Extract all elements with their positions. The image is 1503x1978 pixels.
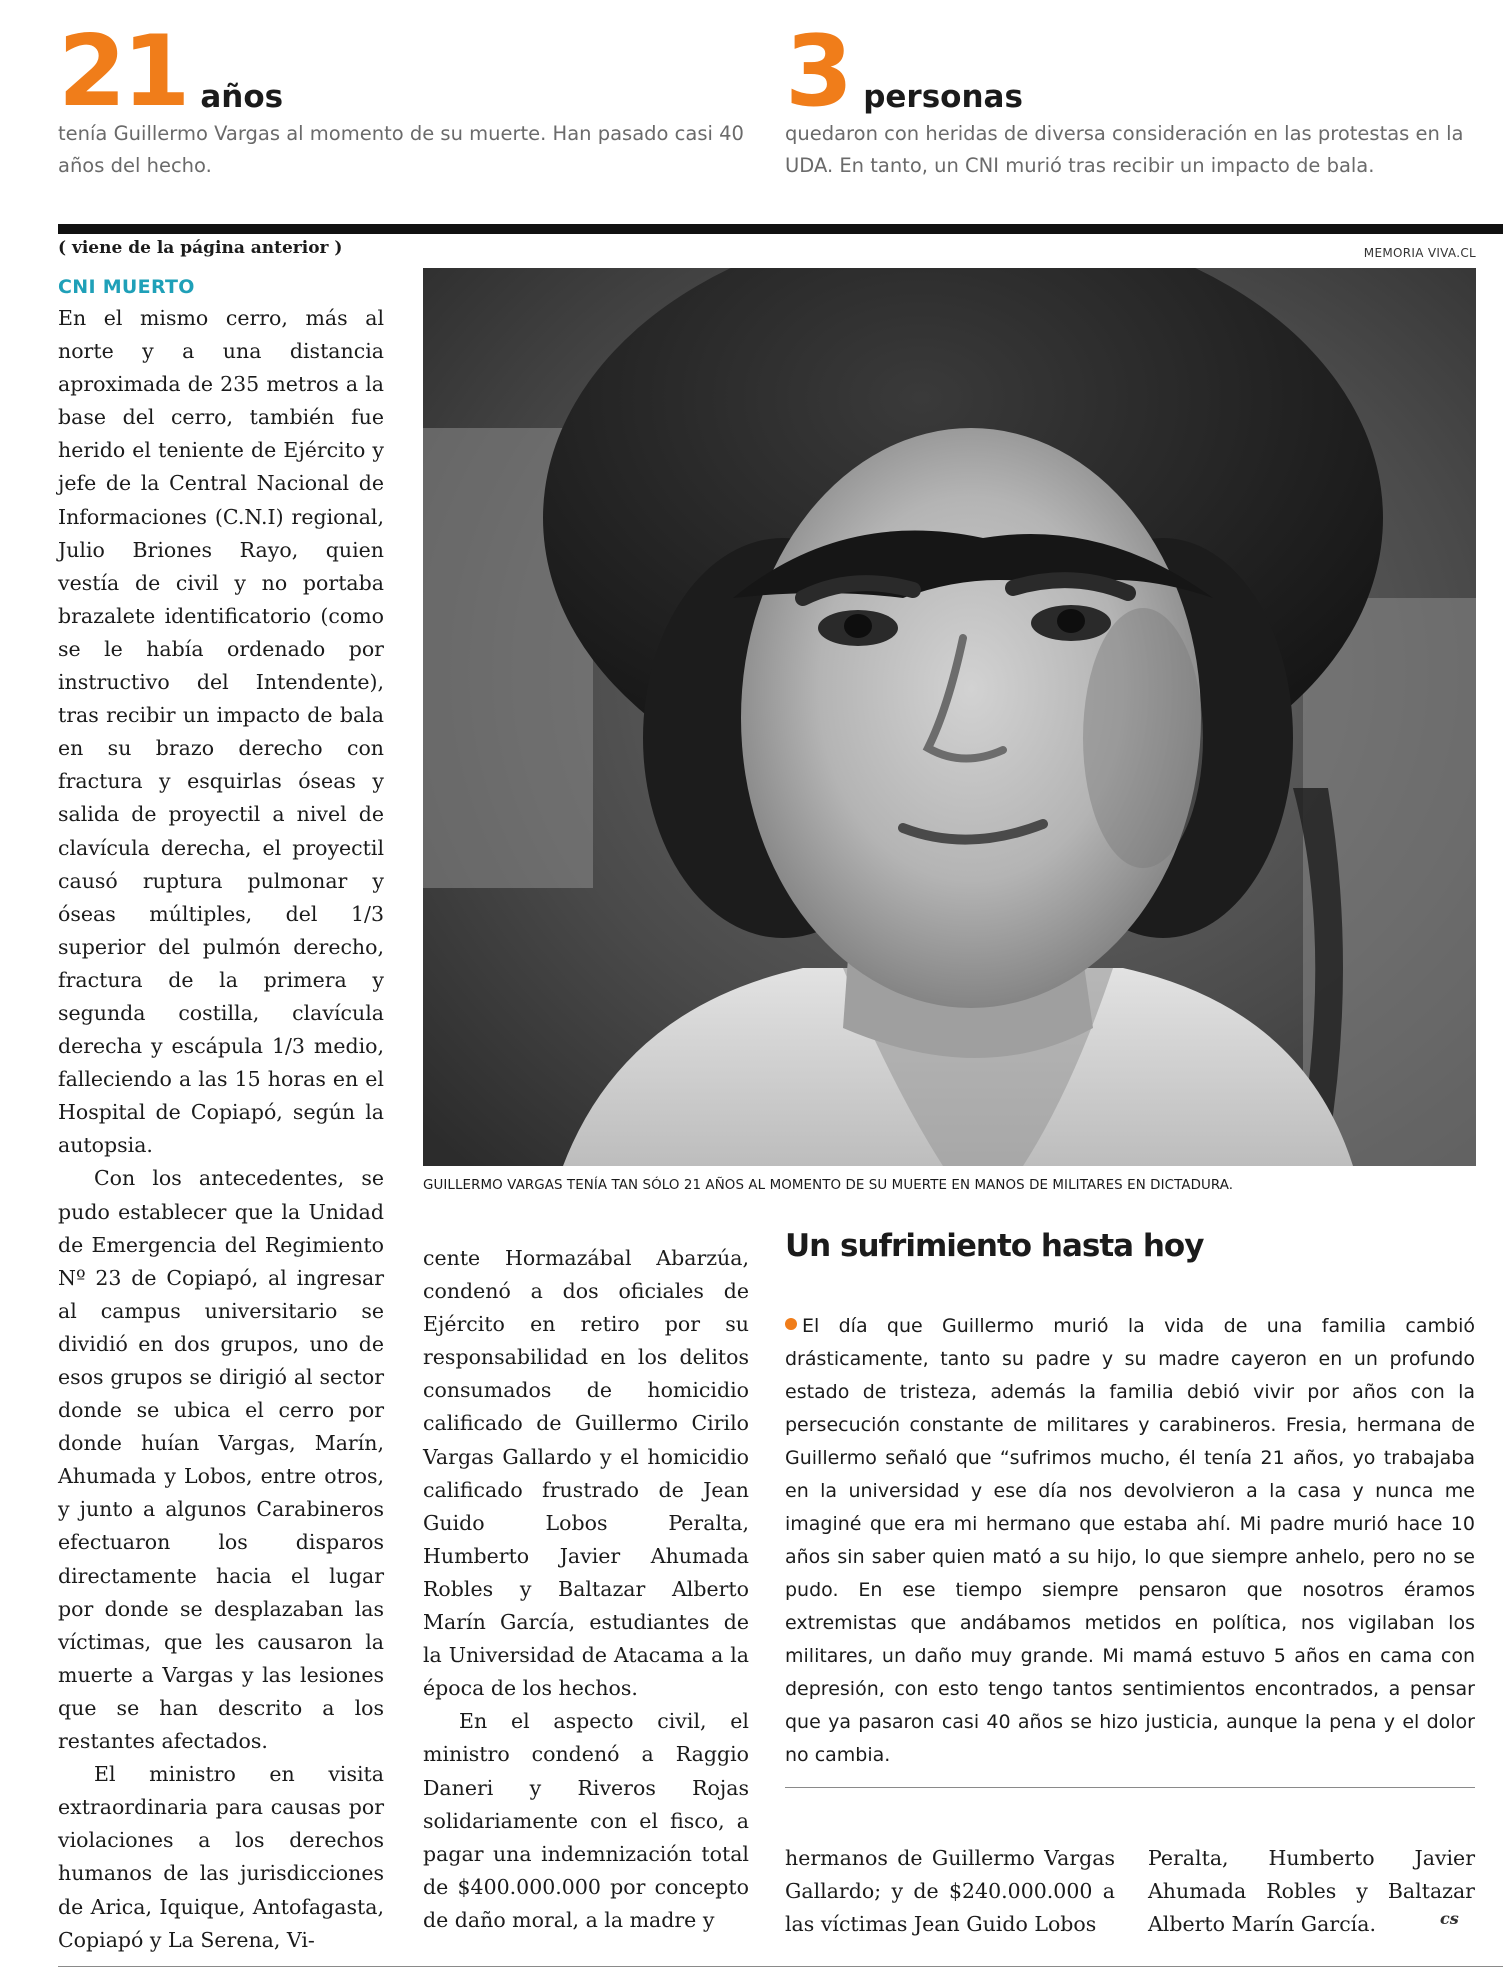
box-title: Un sufrimiento hasta hoy <box>785 1228 1204 1264</box>
article-column-4 <box>1148 1842 1475 1941</box>
article-column-1 <box>58 272 384 1957</box>
stat-people-head <box>785 15 1475 129</box>
article-paragraph: cente Hormazábal Abarzúa, condenó a dos oficiales de Ejército en retiro por su responsabilidad en los delitos consumados de homicidio calificado de Guillermo Cirilo Vargas Gallardo y el homicidio calificado frustrado de Jean Guido Lobos Peralta, Humberto Javier Ahumada Robles y Baltazar Alberto Marín García, estudiantes de la Universidad de Atacama a la época de los hechos. <box>423 1246 749 1701</box>
article-column-3 <box>785 1842 1115 1941</box>
article-paragraph: En el aspecto civil, el ministro condenó a Raggio Daneri y Riveros Rojas solidariamente con el fisco, a pagar una indemnización total de $400.000.000 por concepto de daño moral, a la madre y <box>423 1709 749 1932</box>
article-column-2 <box>423 1242 749 1937</box>
stat-people-text: quedaron con heridas de diversa consideración en las protestas en la UDA. En tanto, un CNI murió tras recibir un impacto de bala. <box>785 122 1464 177</box>
stat-age <box>58 15 758 182</box>
box-text: El día que Guillermo murió la vida de una familia cambió drásticamente, tanto su padre y su madre cayeron en un profundo estado de tristeza, además la familia debió vivir por años con la persecución constante de militares y carabineros. Fresia, hermana de Guillermo señaló que “sufrimos mucho, él tenía 21 años, yo trabajaba en la universidad y ese día nos devolvieron a la casa y nunca me imaginé que era mi hermano que estaba ahí. Mi padre murió hace 10 años sin saber quien mató a su hijo, lo que siempre anhelo, pero no se pudo. En ese tiempo siempre pensaron que nosotros éramos extremistas que andábamos metidos en política, nos vigilaban los militares, un daño muy grande. Mi mamá estuvo 5 años en cama con depresión, con esto tengo tantos sentimientos encontrados, a pensar que ya pasaron casi 40 años se hizo justicia, aunque la pena y el dolor no cambia. <box>785 1315 1475 1766</box>
bottom-divider <box>58 1966 1503 1967</box>
stat-age-head <box>58 15 758 129</box>
box-divider <box>785 1787 1475 1788</box>
photo-caption: GUILLERMO VARGAS TENÍA TAN SÓLO 21 AÑOS AL MOMENTO DE SU MUERTE EN MANOS DE MILITARES EN DICTADURA. <box>423 1178 1234 1193</box>
stat-age-text: tenía Guillermo Vargas al momento de su muerte. Han pasado casi 40 años del hecho. <box>58 122 744 177</box>
article-paragraph: Peralta, Humberto Javier Ahumada Robles y Baltazar Alberto Marín García. <box>1148 1846 1475 1937</box>
stat-people-unit: personas <box>863 79 1023 115</box>
stat-people-number: 3 <box>785 15 850 129</box>
orange-bullet-icon <box>785 1318 797 1330</box>
continued-note: ( viene de la página anterior ) <box>58 238 343 258</box>
top-divider <box>58 224 1503 234</box>
section-label: CNI MUERTO <box>58 276 195 298</box>
stat-age-number: 21 <box>58 15 187 129</box>
stat-people <box>785 15 1475 182</box>
end-mark: cs <box>1440 1909 1459 1928</box>
article-paragraph: En el mismo cerro, más al norte y a una distancia aproximada de 235 metros a la base del cerro, también fue herido el teniente de Ejército y jefe de la Central Nacional de Informaciones (C.N.I) regional, Julio Briones Rayo, quien vestía de civil y no portaba brazalete identificatorio (como se le había ordenado por instructivo del Intendente), tras recibir un impacto de bala en su brazo derecho con fractura y esquirlas óseas y salida de proyectil a nivel de clavícula derecha, el proyectil causó ruptura pulmonar y óseas múltiples, del 1/3 superior del pulmón derecho, fractura de la primera y segunda costilla, clavícula derecha y escápula 1/3 medio, falleciendo a las 15 horas en el Hospital de Copiapó, según la autopsia. <box>58 306 384 1158</box>
stat-age-unit: años <box>200 79 284 115</box>
portrait-photo <box>423 268 1476 1166</box>
photo-credit: MEMORIA VIVA.CL <box>1363 246 1476 260</box>
article-paragraph: Con los antecedentes, se pudo establecer que la Unidad de Emergencia del Regimiento Nº 23 de Copiapó, al ingresar al campus universitario se dividió en dos grupos, uno de esos grupos se dirigió al sector donde se ubica el cerro por donde huían Vargas, Marín, Ahumada y Lobos, entre otros, y junto a algunos Carabineros efectuaron los disparos directamente hacia el lugar por donde se desplazaban las víctimas, que les causaron la muerte a Vargas y las lesiones que se han descrito a los restantes afectados. <box>58 1166 384 1754</box>
box-body <box>785 1310 1475 1772</box>
article-paragraph: El ministro en visita extraordinaria para causas por violaciones a los derechos humanos de las jurisdicciones de Arica, Iquique, Antofagasta, Copiapó y La Serena, Vi- <box>58 1762 384 1952</box>
article-paragraph: hermanos de Guillermo Vargas Gallardo; y de $240.000.000 a las víctimas Jean Guido Lobos <box>785 1846 1115 1937</box>
